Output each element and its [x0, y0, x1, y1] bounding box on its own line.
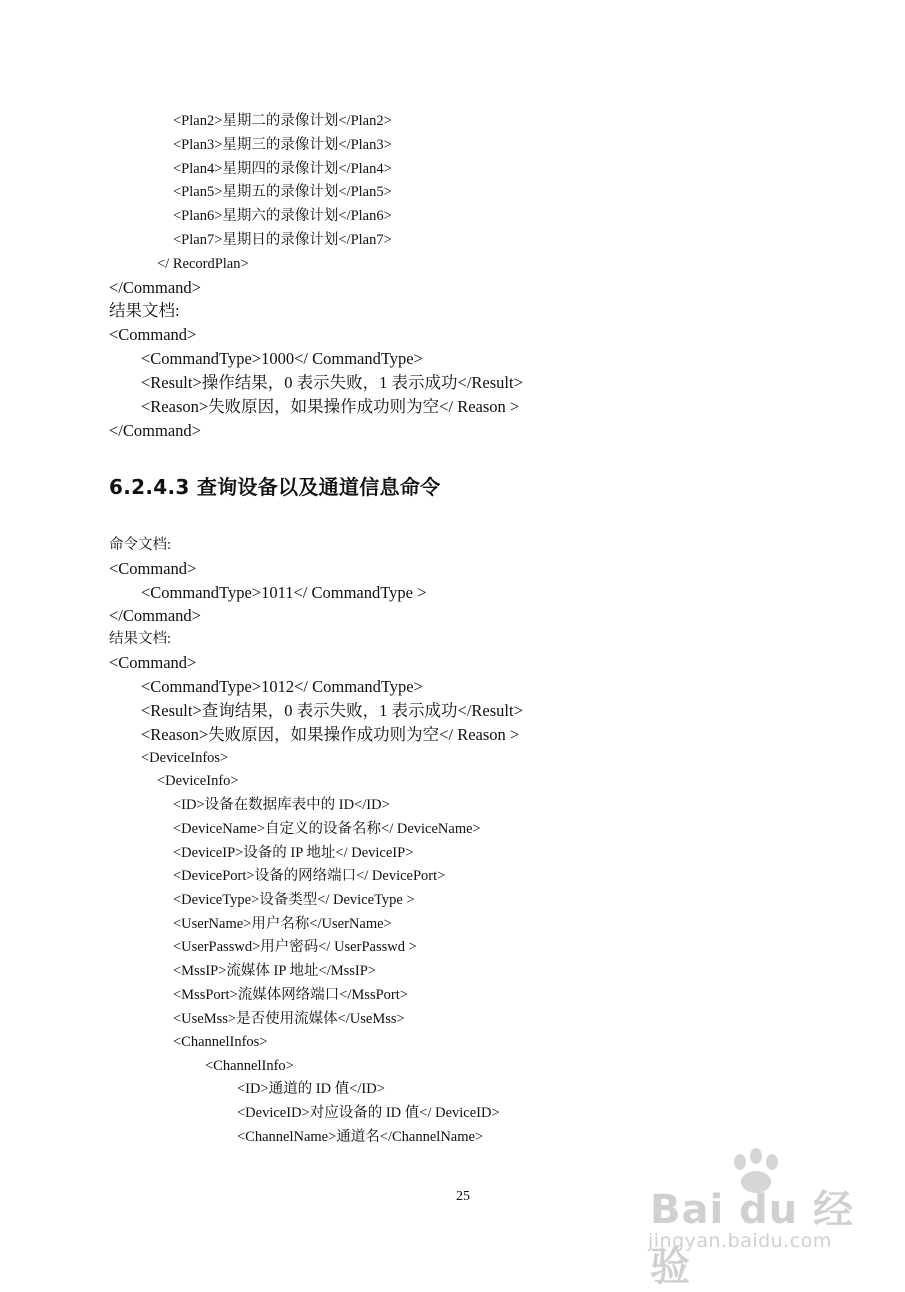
code-line-command-close: </Command>: [109, 278, 201, 297]
page-number: 25: [456, 1189, 470, 1204]
watermark-logo-text: Bai du 经验: [650, 1187, 855, 1290]
code-line-plan6: <Plan6>星期六的录像计划</Plan6>: [173, 208, 392, 224]
code-line-userpasswd: <UserPasswd>用户密码</ UserPasswd >: [173, 939, 417, 955]
code-line-plan4: <Plan4>星期四的录像计划</Plan4>: [173, 161, 392, 177]
code-line-mssip: <MssIP>流媒体 IP 地址</MssIP>: [173, 963, 376, 979]
watermark-url: jingyan.baidu.com: [648, 1230, 832, 1252]
code-line-channel-deviceid: <DeviceID>对应设备的 ID 值</ DeviceID>: [237, 1105, 500, 1121]
code-line-deviceinfo: <DeviceInfo>: [157, 773, 239, 789]
code-line-channelname: <ChannelName>通道名</ChannelName>: [237, 1129, 484, 1145]
code-line-devicename: <DeviceName>自定义的设备名称</ DeviceName>: [173, 821, 481, 837]
result-doc-label: 结果文档:: [109, 631, 172, 647]
code-line-channelinfos: <ChannelInfos>: [173, 1034, 268, 1050]
code-line-deviceip: <DeviceIP>设备的 IP 地址</ DeviceIP>: [173, 845, 414, 861]
code-line-plan3: <Plan3>星期三的录像计划</Plan3>: [173, 137, 392, 153]
code-line-reason: <Reason>失败原因，如果操作成功则为空</ Reason >: [141, 725, 520, 744]
code-line-deviceinfos: <DeviceInfos>: [141, 750, 229, 766]
code-line-result: <Result>操作结果，0 表示失败，1 表示成功</Result>: [141, 373, 523, 392]
code-line-plan7: <Plan7>星期日的录像计划</Plan7>: [173, 232, 392, 248]
code-line-plan2: <Plan2>星期二的录像计划</Plan2>: [173, 113, 392, 129]
code-line-username: <UserName>用户名称</UserName>: [173, 916, 392, 932]
code-line-channel-id: <ID>通道的 ID 值</ID>: [237, 1081, 385, 1097]
code-line-command-open: <Command>: [109, 653, 197, 672]
code-line-result: <Result>查询结果，0 表示失败，1 表示成功</Result>: [141, 701, 523, 720]
result-doc-label: 结果文档:: [109, 301, 180, 320]
section-heading: 6.2.4.3 查询设备以及通道信息命令: [109, 475, 441, 499]
code-line-plan5: <Plan5>星期五的录像计划</Plan5>: [173, 184, 392, 200]
code-line-commandtype: <CommandType>1011</ CommandType >: [141, 583, 427, 602]
code-line-id: <ID>设备在数据库表中的 ID</ID>: [173, 797, 390, 813]
code-line-recordplan-close: </ RecordPlan>: [157, 256, 249, 272]
code-line-commandtype: <CommandType>1000</ CommandType>: [141, 349, 423, 368]
code-line-command-open: <Command>: [109, 325, 197, 344]
code-line-deviceport: <DevicePort>设备的网络端口</ DevicePort>: [173, 868, 446, 884]
code-line-mssport: <MssPort>流媒体网络端口</MssPort>: [173, 987, 408, 1003]
command-doc-label: 命令文档:: [109, 537, 172, 553]
code-line-command-close: </Command>: [109, 606, 201, 625]
code-line-command-open: <Command>: [109, 559, 197, 578]
code-line-channelinfo: <ChannelInfo>: [205, 1058, 294, 1074]
code-line-usemss: <UseMss>是否使用流媒体</UseMss>: [173, 1011, 405, 1027]
code-line-devicetype: <DeviceType>设备类型</ DeviceType >: [173, 892, 415, 908]
code-line-reason: <Reason>失败原因，如果操作成功则为空</ Reason >: [141, 397, 520, 416]
code-line-commandtype: <CommandType>1012</ CommandType>: [141, 677, 423, 696]
code-line-command-close: </Command>: [109, 421, 201, 440]
baidu-jingyan-watermark: [640, 1148, 870, 1290]
